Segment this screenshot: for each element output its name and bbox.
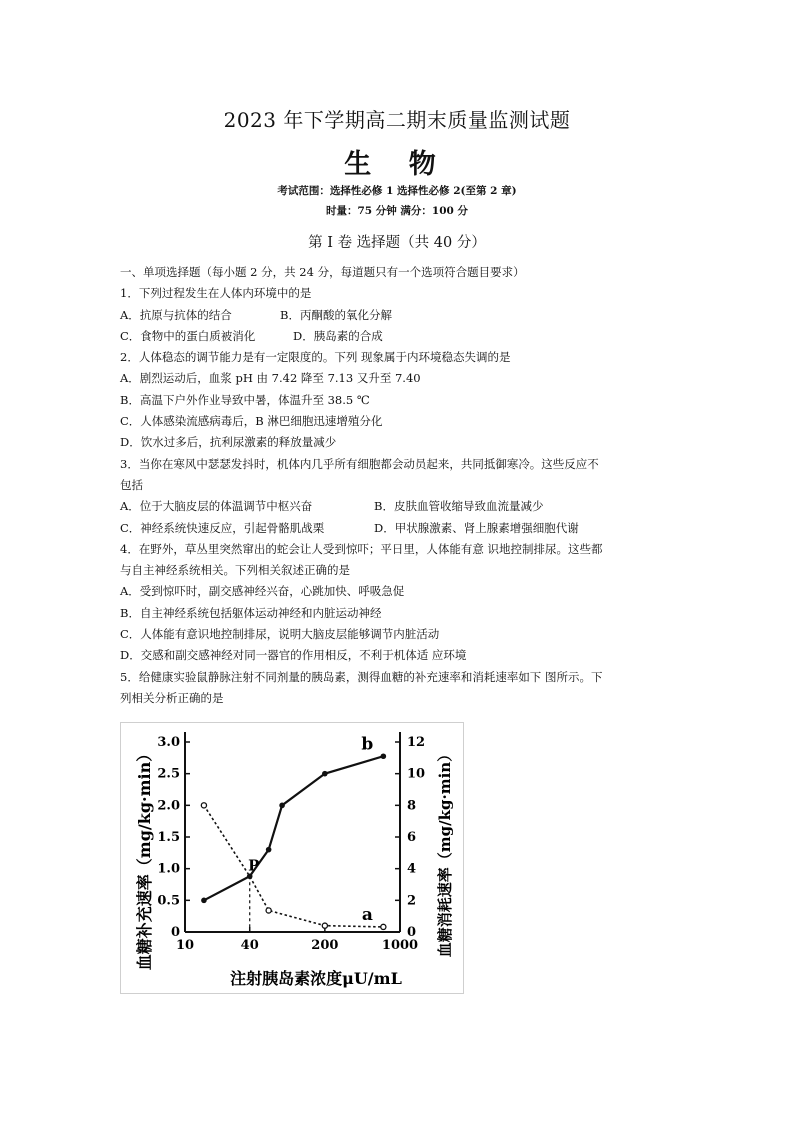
- chart-series-b-label: b: [361, 734, 374, 755]
- question-3-option-d: D．甲状腺激素、肾上腺素增强细胞代谢: [374, 520, 579, 535]
- chart-left-tick-label: 0: [170, 925, 180, 940]
- chart-left-tick-label: 2.5: [157, 766, 180, 782]
- chart-series-b-point: [266, 847, 272, 853]
- chart-x-tick-label: 40: [240, 938, 259, 953]
- question-3-options-row-1: [120, 496, 690, 517]
- question-3-option-a: A．位于大脑皮层的体温调节中枢兴奋: [120, 499, 313, 514]
- question-4-option-c: C．人体能有意识地控制排尿，说明大脑皮层能够调节内脏活动: [120, 627, 440, 642]
- chart-series-b-point: [201, 898, 207, 904]
- chart-right-tick-label: 6: [407, 830, 417, 845]
- question-2-option-d: D．饮水过多后，抗利尿激素的释放量减少: [120, 435, 337, 450]
- chart-right-tick-label: 12: [407, 735, 426, 750]
- chart-x-tick-label: 1000: [381, 938, 419, 953]
- question-5-stem-line-1: 5．给健康实验鼠静脉注射不同剂量的胰岛素，测得血糖的补充速率和消耗速率如下 图所示。下: [120, 669, 603, 684]
- chart-series-a-point: [322, 923, 327, 928]
- subject-title: 生 物: [344, 149, 450, 180]
- question-4-option-b: B．自主神经系统包括躯体运动神经和内脏运动神经: [120, 605, 382, 620]
- chart-series-a-label: a: [361, 904, 373, 925]
- question-5-stem-line-2: 列相关分析正确的是: [120, 690, 224, 705]
- chart-x-tick-label: 10: [175, 938, 195, 953]
- exam-title: 2023 年下学期高二期末质量监测试题: [223, 108, 571, 132]
- question-1-option-d: D．胰岛素的合成: [293, 328, 383, 343]
- chart-right-tick-label: 8: [407, 798, 417, 814]
- question-2-stem: 2．人体稳态的调节能力是有一定限度的。下列 现象属于内环境稳态失调的是: [120, 350, 511, 365]
- chart-series-b-point: [279, 803, 285, 809]
- question-4-option-d: D．交感和副交感神经对同一器官的作用相反，不利于机体适 应环境: [120, 648, 467, 663]
- section-title: 第 I 卷 选择题（共 40 分）: [308, 235, 486, 251]
- chart-left-tick-label: 1.5: [157, 830, 180, 845]
- question-4-stem-line-1: 4．在野外，草丛里突然窜出的蛇会让人受到惊吓；平日里，人体能有意 识地控制排尿。这些都: [120, 541, 603, 556]
- question-4-stem-line-2: 与自主神经系统相关。下列相关叙述正确的是: [120, 563, 350, 578]
- chart-x-axis-label: 注射胰岛素浓度μU/mL: [230, 969, 402, 988]
- question-2-option-c: C．人体感染流感病毒后，B 淋巴细胞迅速增殖分化: [120, 414, 383, 429]
- question-1-option-c: C．食物中的蛋白质被消化: [120, 328, 256, 343]
- chart-right-tick-label: 0: [407, 925, 417, 940]
- chart-series-a-point: [201, 803, 206, 808]
- chart-left-tick-label: 1.0: [157, 861, 180, 877]
- chart-right-tick-label: 2: [407, 893, 417, 909]
- question-1-option-b: B．丙酮酸的氧化分解: [280, 307, 392, 322]
- question-3-stem-line-2: 包括: [120, 477, 143, 492]
- question-3-options-row-2: [120, 518, 690, 539]
- chart-series-b-point: [381, 753, 387, 759]
- chart-series-a-point: [381, 924, 386, 929]
- chart-right-tick-label: 4: [407, 861, 417, 877]
- question-1-option-a: A．抗原与抗体的结合: [120, 307, 232, 322]
- question-4-option-a: A．受到惊吓时，副交感神经兴奋，心跳加快、呼吸急促: [120, 584, 405, 599]
- exam-time-score: 时量：75 分钟 满分：100 分: [326, 205, 468, 217]
- section-instruction: 一、单项选择题（每小题 2 分，共 24 分，每道题只有一个选项符合题目要求）: [120, 265, 525, 279]
- chart-intersection-label: P: [248, 856, 260, 875]
- chart-left-tick-label: 2.0: [157, 798, 180, 814]
- question-1-stem: 1．下列过程发生在人体内环境中的是: [120, 286, 312, 301]
- chart-x-tick-label: 200: [311, 938, 339, 953]
- question-2-option-b: B．高温下户外作业导致中暑，体温升至 38.5 ℃: [120, 392, 370, 407]
- question-1-options-row-2: [120, 326, 690, 347]
- exam-scope: 考试范围：选择性必修 1 选择性必修 2(至第 2 章): [277, 185, 517, 197]
- chart-series-a-point: [266, 908, 271, 913]
- chart-right-tick-label: 10: [407, 766, 426, 782]
- chart-series-b-point: [322, 771, 328, 777]
- question-3-option-c: C．神经系统快速反应，引起骨骼肌战栗: [120, 520, 325, 535]
- insulin-blood-glucose-chart: [120, 722, 464, 994]
- question-1-options-row-1: [120, 305, 690, 326]
- question-3-option-b: B．皮肤血管收缩导致血流量减少: [374, 499, 544, 514]
- chart-svg: [120, 722, 464, 994]
- chart-right-axis-label: 血糖消耗速率（mg/kg·min）: [436, 746, 454, 958]
- questions-block: [120, 262, 690, 709]
- chart-left-tick-label: 0.5: [157, 893, 180, 909]
- question-2-option-a: A．剧烈运动后，血浆 pH 由 7.42 降至 7.13 又升至 7.40: [120, 371, 421, 386]
- question-3-stem-line-1: 3．当你在寒风中瑟瑟发抖时，机体内几乎所有细胞都会动员起来，共同抵御寒冷。这些反应不: [120, 456, 599, 471]
- chart-left-axis-label: 血糖补充速率（mg/kg·min）: [135, 745, 154, 971]
- chart-left-tick-label: 3.0: [157, 735, 180, 750]
